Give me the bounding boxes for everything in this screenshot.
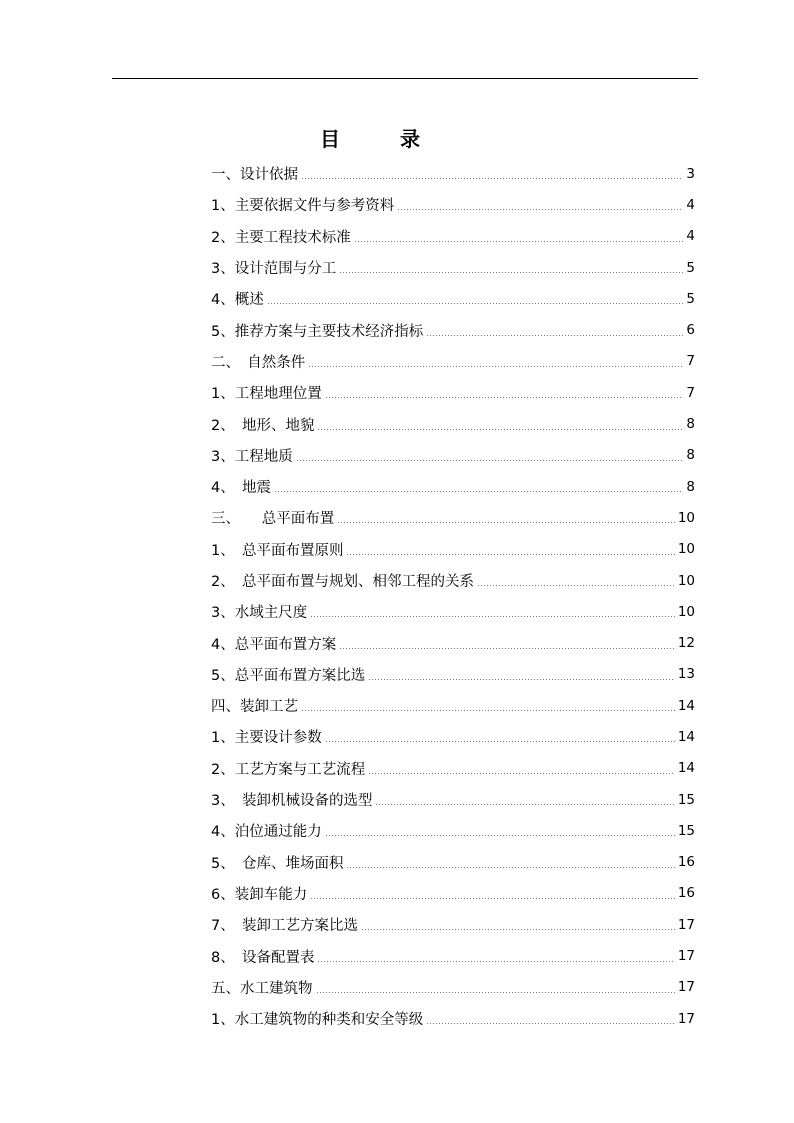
toc-entry-text: 四、装卸工艺: [211, 699, 298, 716]
toc-page-number: 17: [677, 1010, 695, 1027]
toc-entry[interactable]: [211, 471, 695, 502]
toc-dot-leader: [426, 1023, 675, 1024]
toc-dot-leader: [346, 554, 674, 555]
toc-dot-leader: [310, 616, 675, 617]
toc-dot-leader: [310, 898, 675, 899]
toc-entry-text: 6、装卸车能力: [211, 886, 308, 903]
toc-entry[interactable]: [211, 158, 695, 189]
toc-dot-leader: [325, 741, 675, 742]
toc-page-number: 8: [686, 416, 695, 433]
toc-page-number: 8: [686, 478, 695, 495]
toc-entry-text: 3、 装卸机械设备的选型: [211, 793, 373, 810]
toc-entry[interactable]: [211, 283, 695, 314]
toc-page-number: 13: [677, 666, 695, 683]
toc-page-number: 7: [686, 384, 695, 401]
header-rule: [112, 78, 698, 79]
toc-page-number: 14: [677, 728, 695, 745]
toc-page-number: 16: [677, 854, 695, 871]
toc-entry[interactable]: [211, 847, 695, 878]
toc-page-number: 5: [686, 290, 695, 307]
toc-entry-text: 5、 仓库、堆场面积: [211, 855, 344, 872]
toc-entry[interactable]: [211, 377, 695, 408]
toc-entry[interactable]: [211, 252, 695, 283]
toc-entry[interactable]: [211, 627, 695, 658]
toc-entry-text: 2、主要工程技术标准: [211, 229, 351, 246]
toc-entry-text: 3、设计范围与分工: [211, 261, 337, 278]
toc-dot-leader: [301, 178, 683, 179]
toc-entry[interactable]: [211, 346, 695, 377]
toc-entry-text: 三、 总平面布置: [211, 511, 335, 528]
table-of-contents: [211, 158, 695, 1034]
toc-entry[interactable]: [211, 753, 695, 784]
toc-dot-leader: [397, 209, 683, 210]
toc-dot-leader: [325, 835, 675, 836]
toc-entry-text: 1、 总平面布置原则: [211, 542, 344, 559]
toc-dot-leader: [274, 491, 683, 492]
toc-entry[interactable]: [211, 408, 695, 439]
toc-page-number: 8: [686, 447, 695, 464]
toc-entry-text: 8、 设备配置表: [211, 949, 315, 966]
toc-entry-text: 1、水工建筑物的种类和安全等级: [211, 1012, 424, 1029]
toc-dot-leader: [368, 773, 675, 774]
toc-entry-text: 二、 自然条件: [211, 354, 306, 371]
toc-entry[interactable]: [211, 534, 695, 565]
toc-dot-leader: [375, 804, 674, 805]
toc-entry[interactable]: [211, 784, 695, 815]
toc-entry-text: 五、水工建筑物: [211, 980, 313, 997]
toc-entry-text: 4、总平面布置方案: [211, 636, 337, 653]
toc-entry-text: 5、推荐方案与主要技术经济指标: [211, 323, 424, 340]
toc-dot-leader: [317, 961, 674, 962]
toc-entry[interactable]: [211, 721, 695, 752]
toc-page-number: 17: [677, 979, 695, 996]
toc-page-number: 7: [686, 353, 695, 370]
toc-dot-leader: [354, 241, 684, 242]
toc-page-number: 10: [677, 509, 695, 526]
toc-entry-text: 3、水域主尺度: [211, 605, 308, 622]
toc-page-number: 10: [677, 603, 695, 620]
toc-page-number: 10: [677, 572, 695, 589]
toc-dot-leader: [296, 460, 684, 461]
toc-entry[interactable]: [211, 815, 695, 846]
toc-entry-text: 5、总平面布置方案比选: [211, 667, 366, 684]
toc-page-number: 16: [677, 885, 695, 902]
toc-dot-leader: [337, 522, 675, 523]
toc-entry[interactable]: [211, 596, 695, 627]
toc-dot-leader: [361, 929, 675, 930]
toc-page-number: 10: [677, 541, 695, 558]
toc-dot-leader: [339, 648, 675, 649]
toc-entry-text: 1、主要依据文件与参考资料: [211, 198, 395, 215]
toc-page-number: 6: [686, 322, 695, 339]
toc-entry-text: 一、设计依据: [211, 167, 298, 184]
toc-entry[interactable]: [211, 1003, 695, 1034]
toc-entry-text: 4、 地震: [211, 480, 271, 497]
toc-entry[interactable]: [211, 972, 695, 1003]
toc-entry-text: 2、 总平面布置与规划、相邻工程的关系: [211, 574, 474, 590]
toc-entry[interactable]: [211, 314, 695, 345]
toc-entry-text: 3、工程地质: [211, 448, 293, 465]
toc-entry[interactable]: [211, 659, 695, 690]
toc-dot-leader: [267, 303, 684, 304]
toc-entry[interactable]: [211, 221, 695, 252]
toc-page-number: 4: [686, 196, 695, 213]
toc-entry[interactable]: [211, 565, 695, 596]
toc-entry-text: 2、 地形、地貌: [211, 417, 315, 434]
toc-page-number: 15: [677, 822, 695, 839]
toc-entry-text: 1、主要设计参数: [211, 730, 322, 747]
toc-page-number: 14: [677, 760, 695, 777]
toc-dot-leader: [477, 585, 675, 586]
toc-dot-leader: [339, 272, 683, 273]
toc-page-number: 17: [677, 916, 695, 933]
toc-page-number: 15: [677, 791, 695, 808]
toc-entry-text: 2、工艺方案与工艺流程: [211, 761, 366, 778]
toc-entry[interactable]: [211, 502, 695, 533]
toc-entry[interactable]: [211, 440, 695, 471]
toc-dot-leader: [325, 397, 684, 398]
toc-dot-leader: [316, 992, 675, 993]
toc-dot-leader: [426, 335, 683, 336]
toc-page-number: 17: [677, 948, 695, 965]
toc-page-number: 12: [677, 635, 695, 652]
toc-page-number: 5: [686, 259, 695, 276]
toc-dot-leader: [301, 710, 675, 711]
toc-page-number: 4: [686, 228, 695, 245]
toc-entry[interactable]: [211, 189, 695, 220]
toc-entry[interactable]: [211, 878, 695, 909]
toc-entry-text: 1、工程地理位置: [211, 386, 322, 403]
toc-dot-leader: [346, 867, 674, 868]
toc-entry-text: 4、泊位通过能力: [211, 824, 322, 841]
toc-entry[interactable]: [211, 909, 695, 940]
toc-page-number: 3: [686, 165, 695, 182]
toc-dot-leader: [368, 679, 675, 680]
toc-dot-leader: [308, 366, 683, 367]
toc-entry-text: 4、概述: [211, 292, 264, 309]
toc-entry[interactable]: [211, 940, 695, 971]
toc-entry-text: 7、 装卸工艺方案比选: [211, 918, 358, 935]
toc-title: 目 录: [320, 127, 440, 151]
toc-dot-leader: [317, 429, 683, 430]
toc-entry[interactable]: [211, 690, 695, 721]
toc-page-number: 14: [677, 697, 695, 714]
